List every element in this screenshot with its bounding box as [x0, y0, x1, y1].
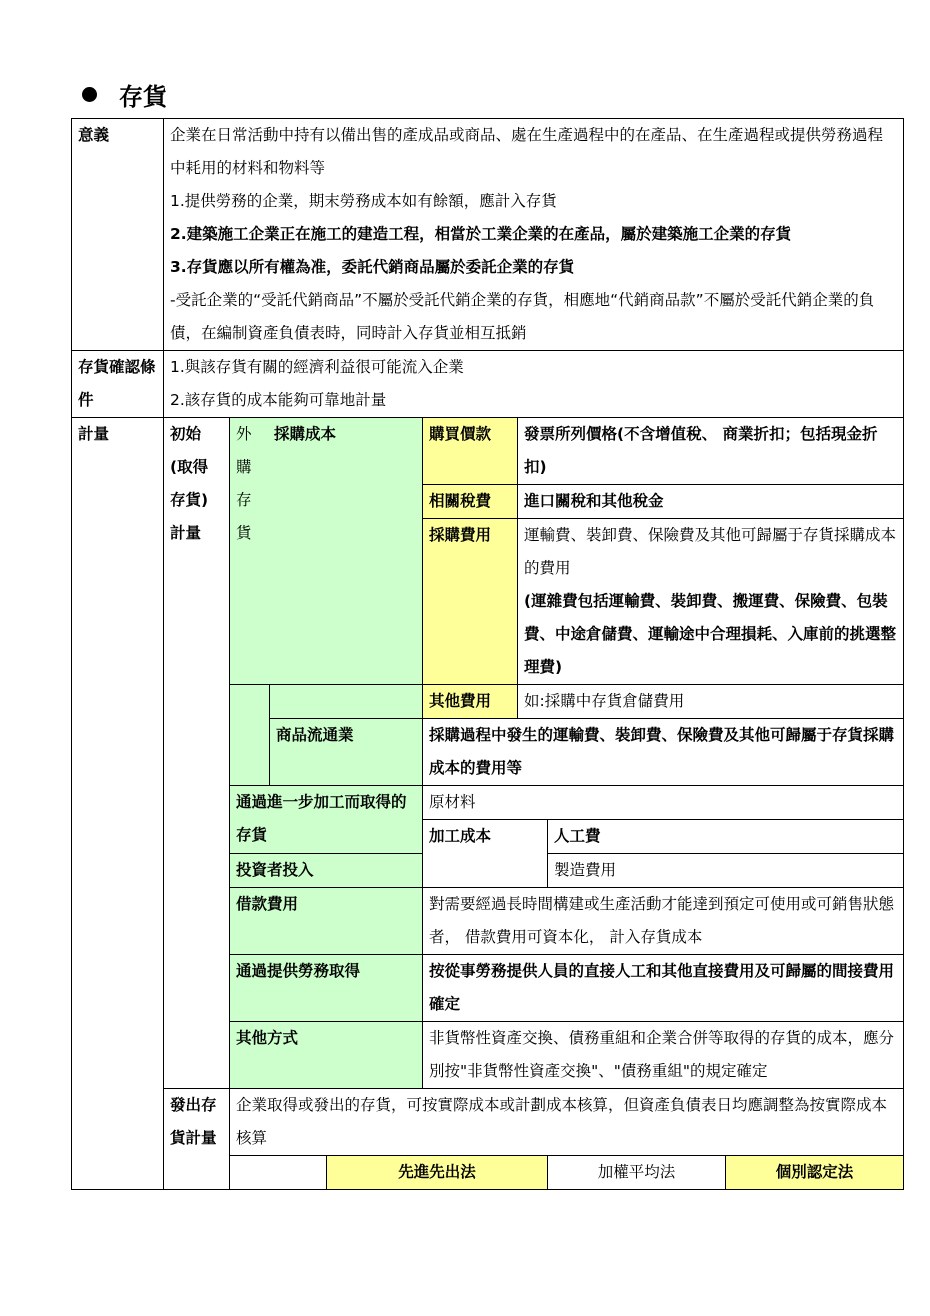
price-row [72, 418, 904, 485]
other-way-label: 其他方式 [230, 1022, 423, 1089]
initial-measurement-label: 初始(取得存貨)計量 [164, 418, 230, 1089]
labor-cost: 人工費 [548, 820, 904, 854]
recognition-condition-2: 2.該存貨的成本能夠可靠地計量 [170, 391, 387, 409]
green-spacer-2 [270, 685, 423, 719]
borrow-text: 對需要經過長時間構建或生產活動才能達到預定可使用或可銷售狀態者， 借款費用可資本化， 計入存貨成本 [423, 888, 904, 955]
manufacturing-cost: 製造費用 [548, 854, 904, 888]
meaning-point-2: 2.建築施工企業正在施工的建造工程，相當於工業企業的在產品，屬於建築施工企業的存貨 [170, 225, 792, 243]
issue-label: 發出存貨計量 [164, 1089, 230, 1190]
tax-text: 進口關稅和其他稅金 [518, 485, 904, 519]
tax-label: 相關稅費 [423, 485, 518, 519]
price-label: 購買價款 [423, 418, 518, 485]
method-fifo: 先進先出法 [327, 1156, 548, 1190]
meaning-row [72, 119, 904, 351]
service-label: 通過提供勞務取得 [230, 955, 423, 1022]
issue-text: 企業取得或發出的存貨，可按實際成本或計劃成本核算，但資產負債表日均應調整為按實際成本核算 [230, 1089, 904, 1156]
raw-material: 原材料 [423, 786, 904, 820]
meaning-label: 意義 [72, 119, 164, 351]
fee-content [518, 519, 904, 685]
methods-blank [230, 1156, 327, 1190]
purchase-cost-label: 採購成本 [274, 425, 337, 443]
bullet-icon [82, 87, 97, 102]
meaning-point-3: 3.存貨應以所有權為准，委託代銷商品屬於委託企業的存貨 [170, 258, 575, 276]
method-weighted-average: 加權平均法 [548, 1156, 726, 1190]
meaning-content [164, 119, 904, 351]
meaning-definition: 企業在日常活動中持有以備出售的產成品或商品、處在生產過程中的在產品、在生產過程或提供勞務過程中耗用的材料和物料等 [170, 126, 884, 177]
other-fee-label: 其他費用 [423, 685, 518, 719]
meaning-point-4: -受託企業的“受託代銷商品”不屬於受託代銷企業的存貨，相應地“代銷商品款”不屬於受託代銷企業的負債，在編制資產負債表時，同時計入存貨並相互抵銷 [170, 291, 875, 342]
recognition-row [72, 351, 904, 418]
trade-text: 採購過程中發生的運輸費、裝卸費、保險費及其他可歸屬于存貨採購成本的費用等 [423, 719, 904, 786]
purchased-inventory-cell [230, 418, 423, 685]
trade-label: 商品流通業 [270, 719, 423, 786]
title-text: 存貨 [119, 82, 167, 111]
other-way-text: 非貨幣性資產交換、債務重組和企業合併等取得的存貨的成本，應分別按"非貨幣性資產交換"、"債務重組"的規定確定 [423, 1022, 904, 1089]
other-fee-text: 如:採購中存貨倉儲費用 [518, 685, 904, 719]
fee-note: (運雜費包括運輸費、裝卸費、搬運費、保險費、包裝費、中途倉儲費、運輸途中合理損耗、入庫前的挑選整理費) [524, 592, 897, 676]
method-specific-identification: 個別認定法 [726, 1156, 904, 1190]
process-label: 通過進一步加工而取得的存貨 [230, 786, 423, 854]
inventory-table [71, 118, 904, 1190]
fee-label: 採購費用 [423, 519, 518, 685]
green-spacer [230, 685, 270, 786]
borrow-label: 借款費用 [230, 888, 423, 955]
investor-label: 投資者投入 [230, 854, 423, 888]
page-title [82, 74, 167, 114]
meaning-point-1: 1.提供勞務的企業，期末勞務成本如有餘額，應計入存貨 [170, 192, 557, 210]
recognition-label: 存貨確認條件 [72, 351, 164, 418]
price-text: 發票所列價格(不含增值稅、 商業折扣；包括現金折扣) [518, 418, 904, 485]
measurement-label: 計量 [72, 418, 164, 1190]
recognition-condition-1: 1.與該存貨有關的經濟利益很可能流入企業 [170, 358, 464, 376]
purchased-inventory-label: 外購存貨 [236, 425, 252, 542]
recognition-content [164, 351, 904, 418]
issue-row [72, 1089, 904, 1156]
process-cost-label: 加工成本 [423, 820, 548, 888]
fee-text: 運輸費、裝卸費、保險費及其他可歸屬于存貨採購成本的費用 [524, 526, 897, 577]
service-text: 按從事勞務提供人員的直接人工和其他直接費用及可歸屬的間接費用確定 [423, 955, 904, 1022]
